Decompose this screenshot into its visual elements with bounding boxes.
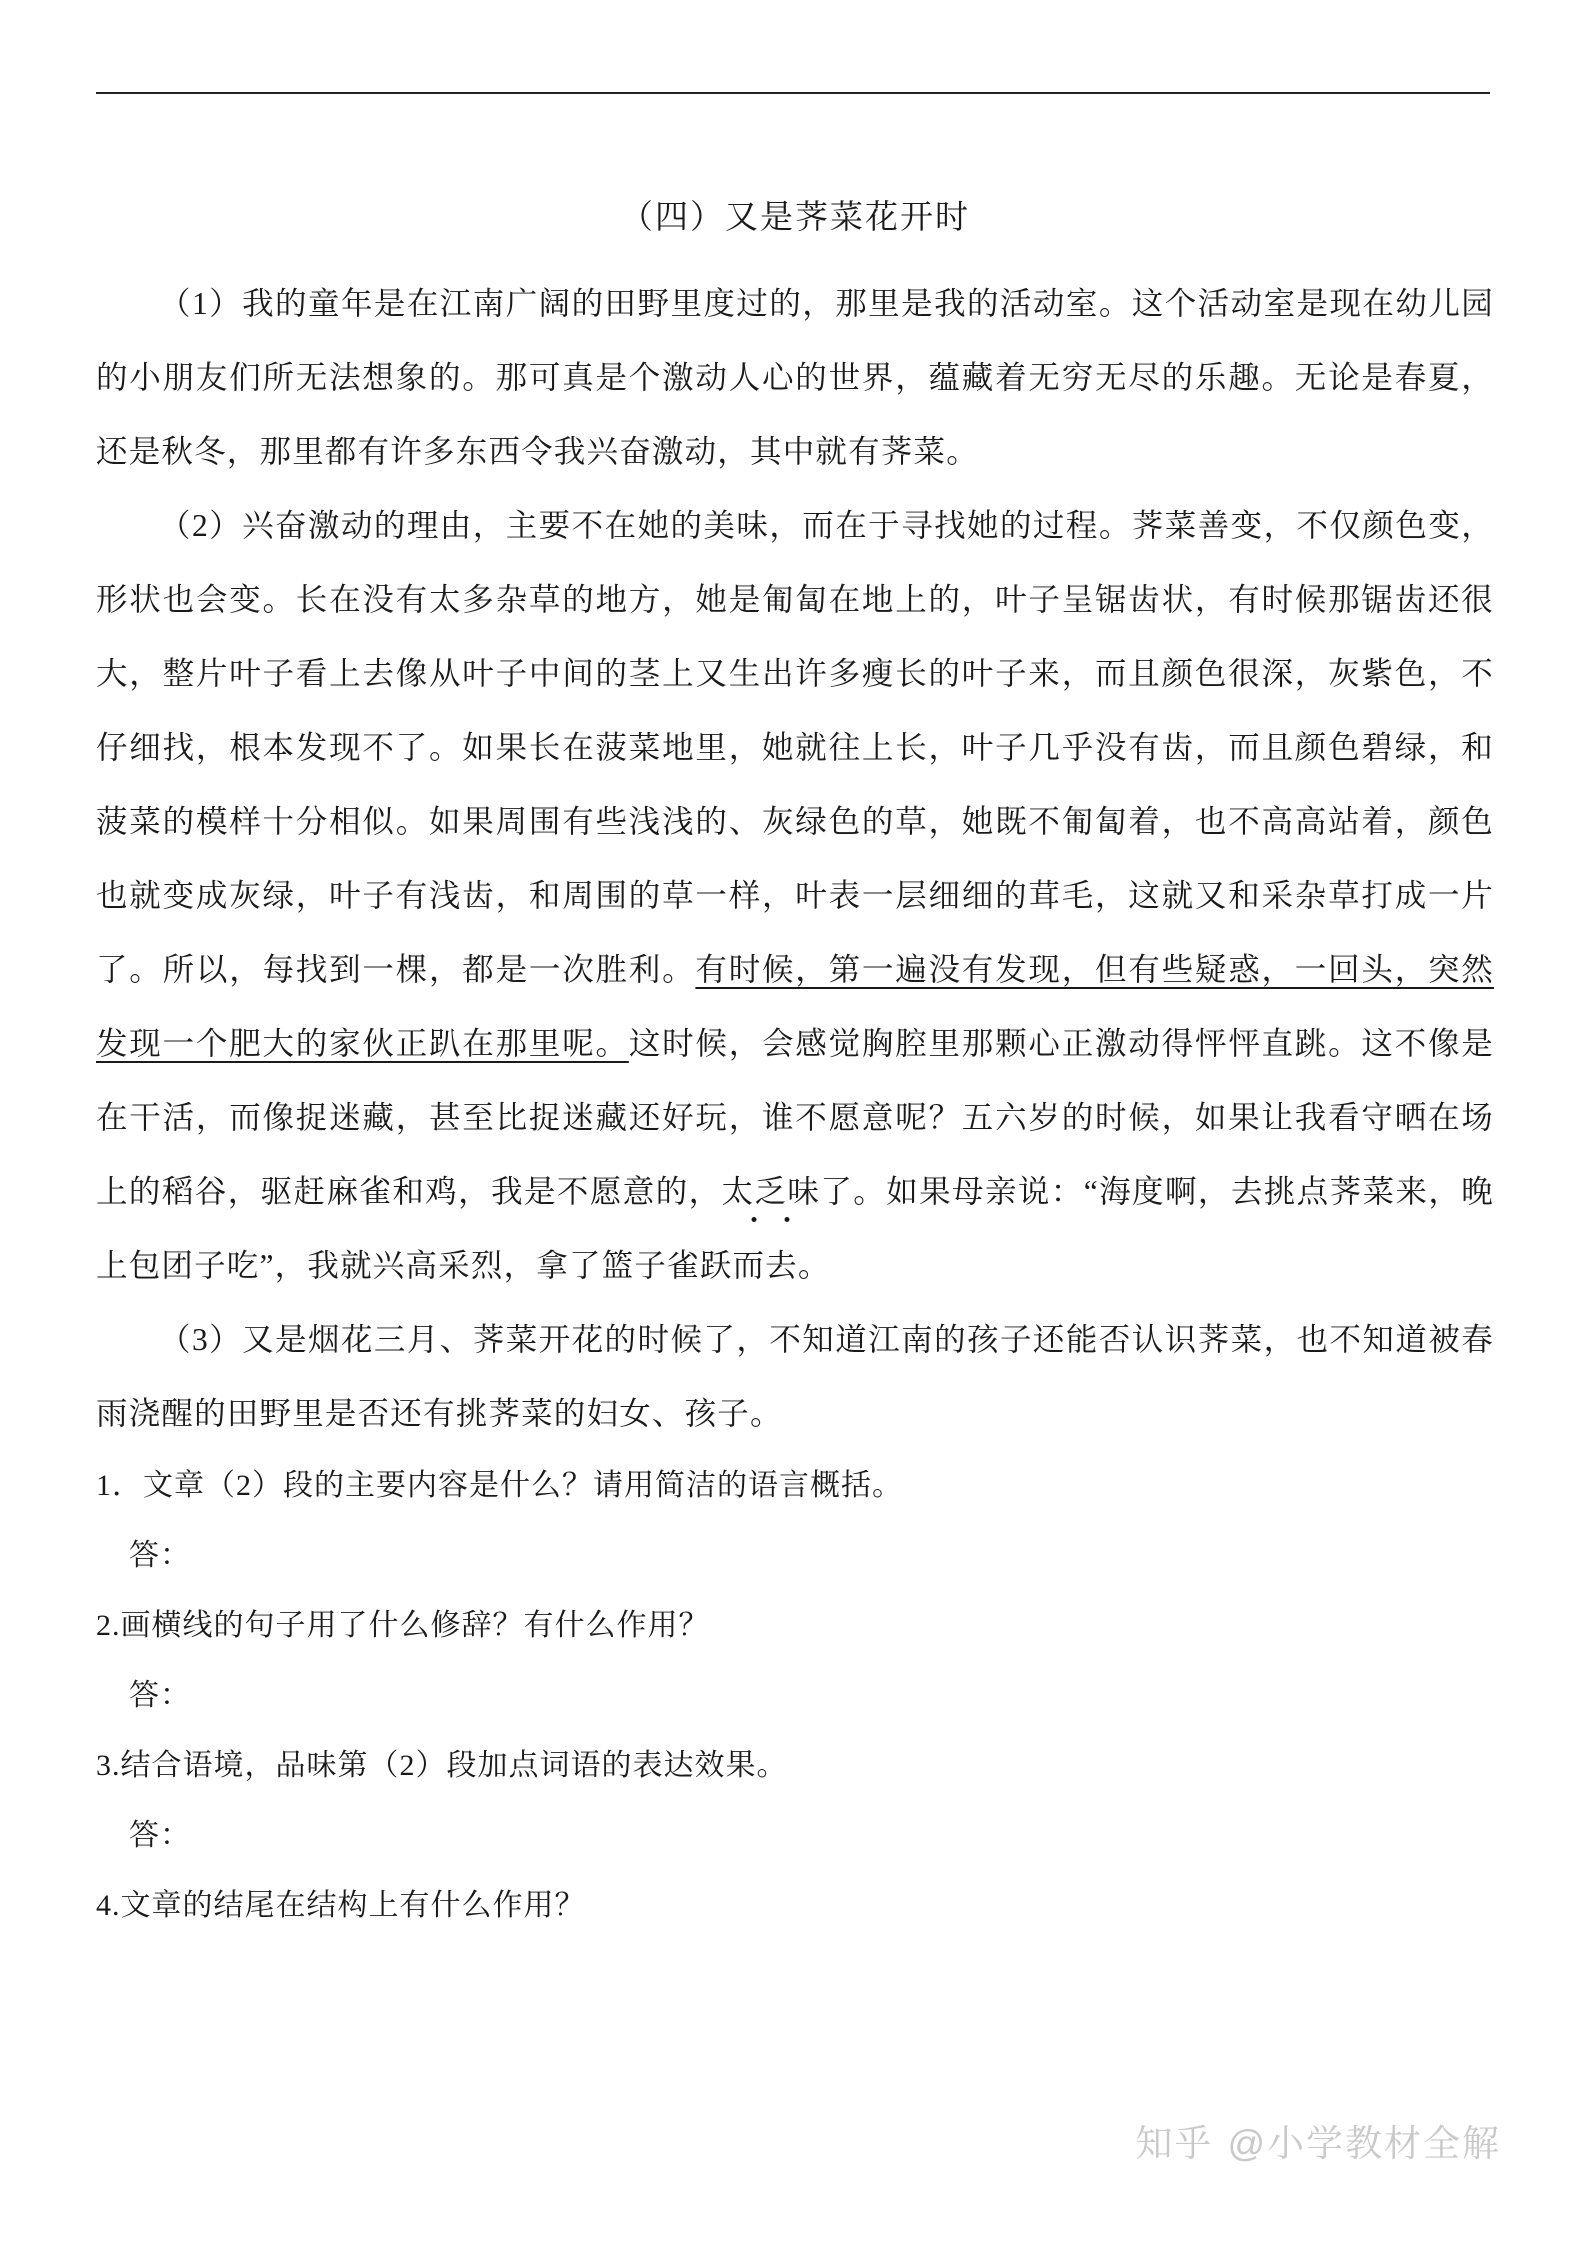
- question-1: 1．文章（2）段的主要内容是什么？请用简洁的语言概括。: [96, 1468, 903, 1502]
- paragraph-2: [96, 489, 1494, 1303]
- question-3-answer-label[interactable]: 答：: [129, 1818, 191, 1852]
- question-4: 4.文章的结尾在结构上有什么作用？: [96, 1888, 586, 1922]
- header-divider-line: [96, 92, 1490, 94]
- paragraph-2-segment-1: （2）兴奋激动的理由，主要不在她的美味，而在于寻找她的过程。荠菜善变，不仅颜色变，形状也会变。长在没有太多杂草的地方，她是匍匐在地上的，叶子呈锯齿状，有时候那锯齿还很大，整片叶子看上去像从叶子中间的茎上又生出许多瘦长的叶子来，而且颜色很深，灰紫色，不仔细找，根本发现不了。如果长在菠菜地里，她就往上长，叶子几乎没有齿，而且颜色碧绿，和菠菜的模样十分相似。如果周围有些浅浅的、灰绿色的草，她既不匍匐着，也不高高站着，颜色也就变成灰绿，叶子有浅齿，和周围的草一样，叶表一层细细的茸毛，这就又和采杂草打成一片了。所以，每找到一棵，都是一次胜利。: [96, 507, 1494, 987]
- paragraph-3: （3）又是烟花三月、荠菜开花的时候了，不知道江南的孩子还能否认识荠菜，也不知道被春雨浇醒的田野里是否还有挑荠菜的妇女、孩子。: [96, 1321, 1494, 1431]
- paragraph-2-segment-2b: 了。如果母亲说：“海度啊，去挑点荠菜来，晚上包团子吃”，我就兴高采烈，拿了篮子雀跃而去。: [96, 1173, 1494, 1283]
- watermark-logo: 知乎: [1135, 2123, 1214, 2164]
- watermark-handle: @小学教材全解: [1227, 2123, 1501, 2164]
- paragraph-2-segment-2a: 这时候，会感觉胸腔里那颗心正激动得怦怦直跳。这不像是在干活，而像捉迷藏，甚至比捉迷藏还好玩，谁不愿意呢？五六岁的时候，如果让我看守晒在场上的稻谷，驱赶麻雀和鸡，我是不愿意的，太: [96, 1025, 1495, 1209]
- paragraph-2-emphasis-word: 乏味: [754, 1173, 821, 1209]
- question-1-answer-label[interactable]: 答：: [129, 1538, 191, 1572]
- document-content: [96, 196, 1494, 1941]
- question-2: 2.画横线的句子用了什么修辞？有什么作用？: [96, 1608, 710, 1642]
- watermark: [1135, 2113, 1501, 2167]
- question-3: 3.结合语境，品味第（2）段加点词语的表达效果。: [96, 1748, 788, 1782]
- page-title: （四）又是荠菜花开时: [620, 200, 970, 236]
- paragraph-2-underlined-sentence: 有时候，第一遍没有发现，但有些疑惑，一回头，突然发现一个肥大的家伙正趴在那里呢。: [96, 951, 1494, 1061]
- question-2-answer-label[interactable]: 答：: [129, 1678, 191, 1712]
- paragraph-1: （1）我的童年是在江南广阔的田野里度过的，那里是我的活动室。这个活动室是现在幼儿园的小朋友们所无法想象的。那可真是个激动人心的世界，蕴藏着无穷无尽的乐趣。无论是春夏，还是秋冬，那里都有许多东西令我兴奋激动，其中就有荠菜。: [96, 285, 1494, 469]
